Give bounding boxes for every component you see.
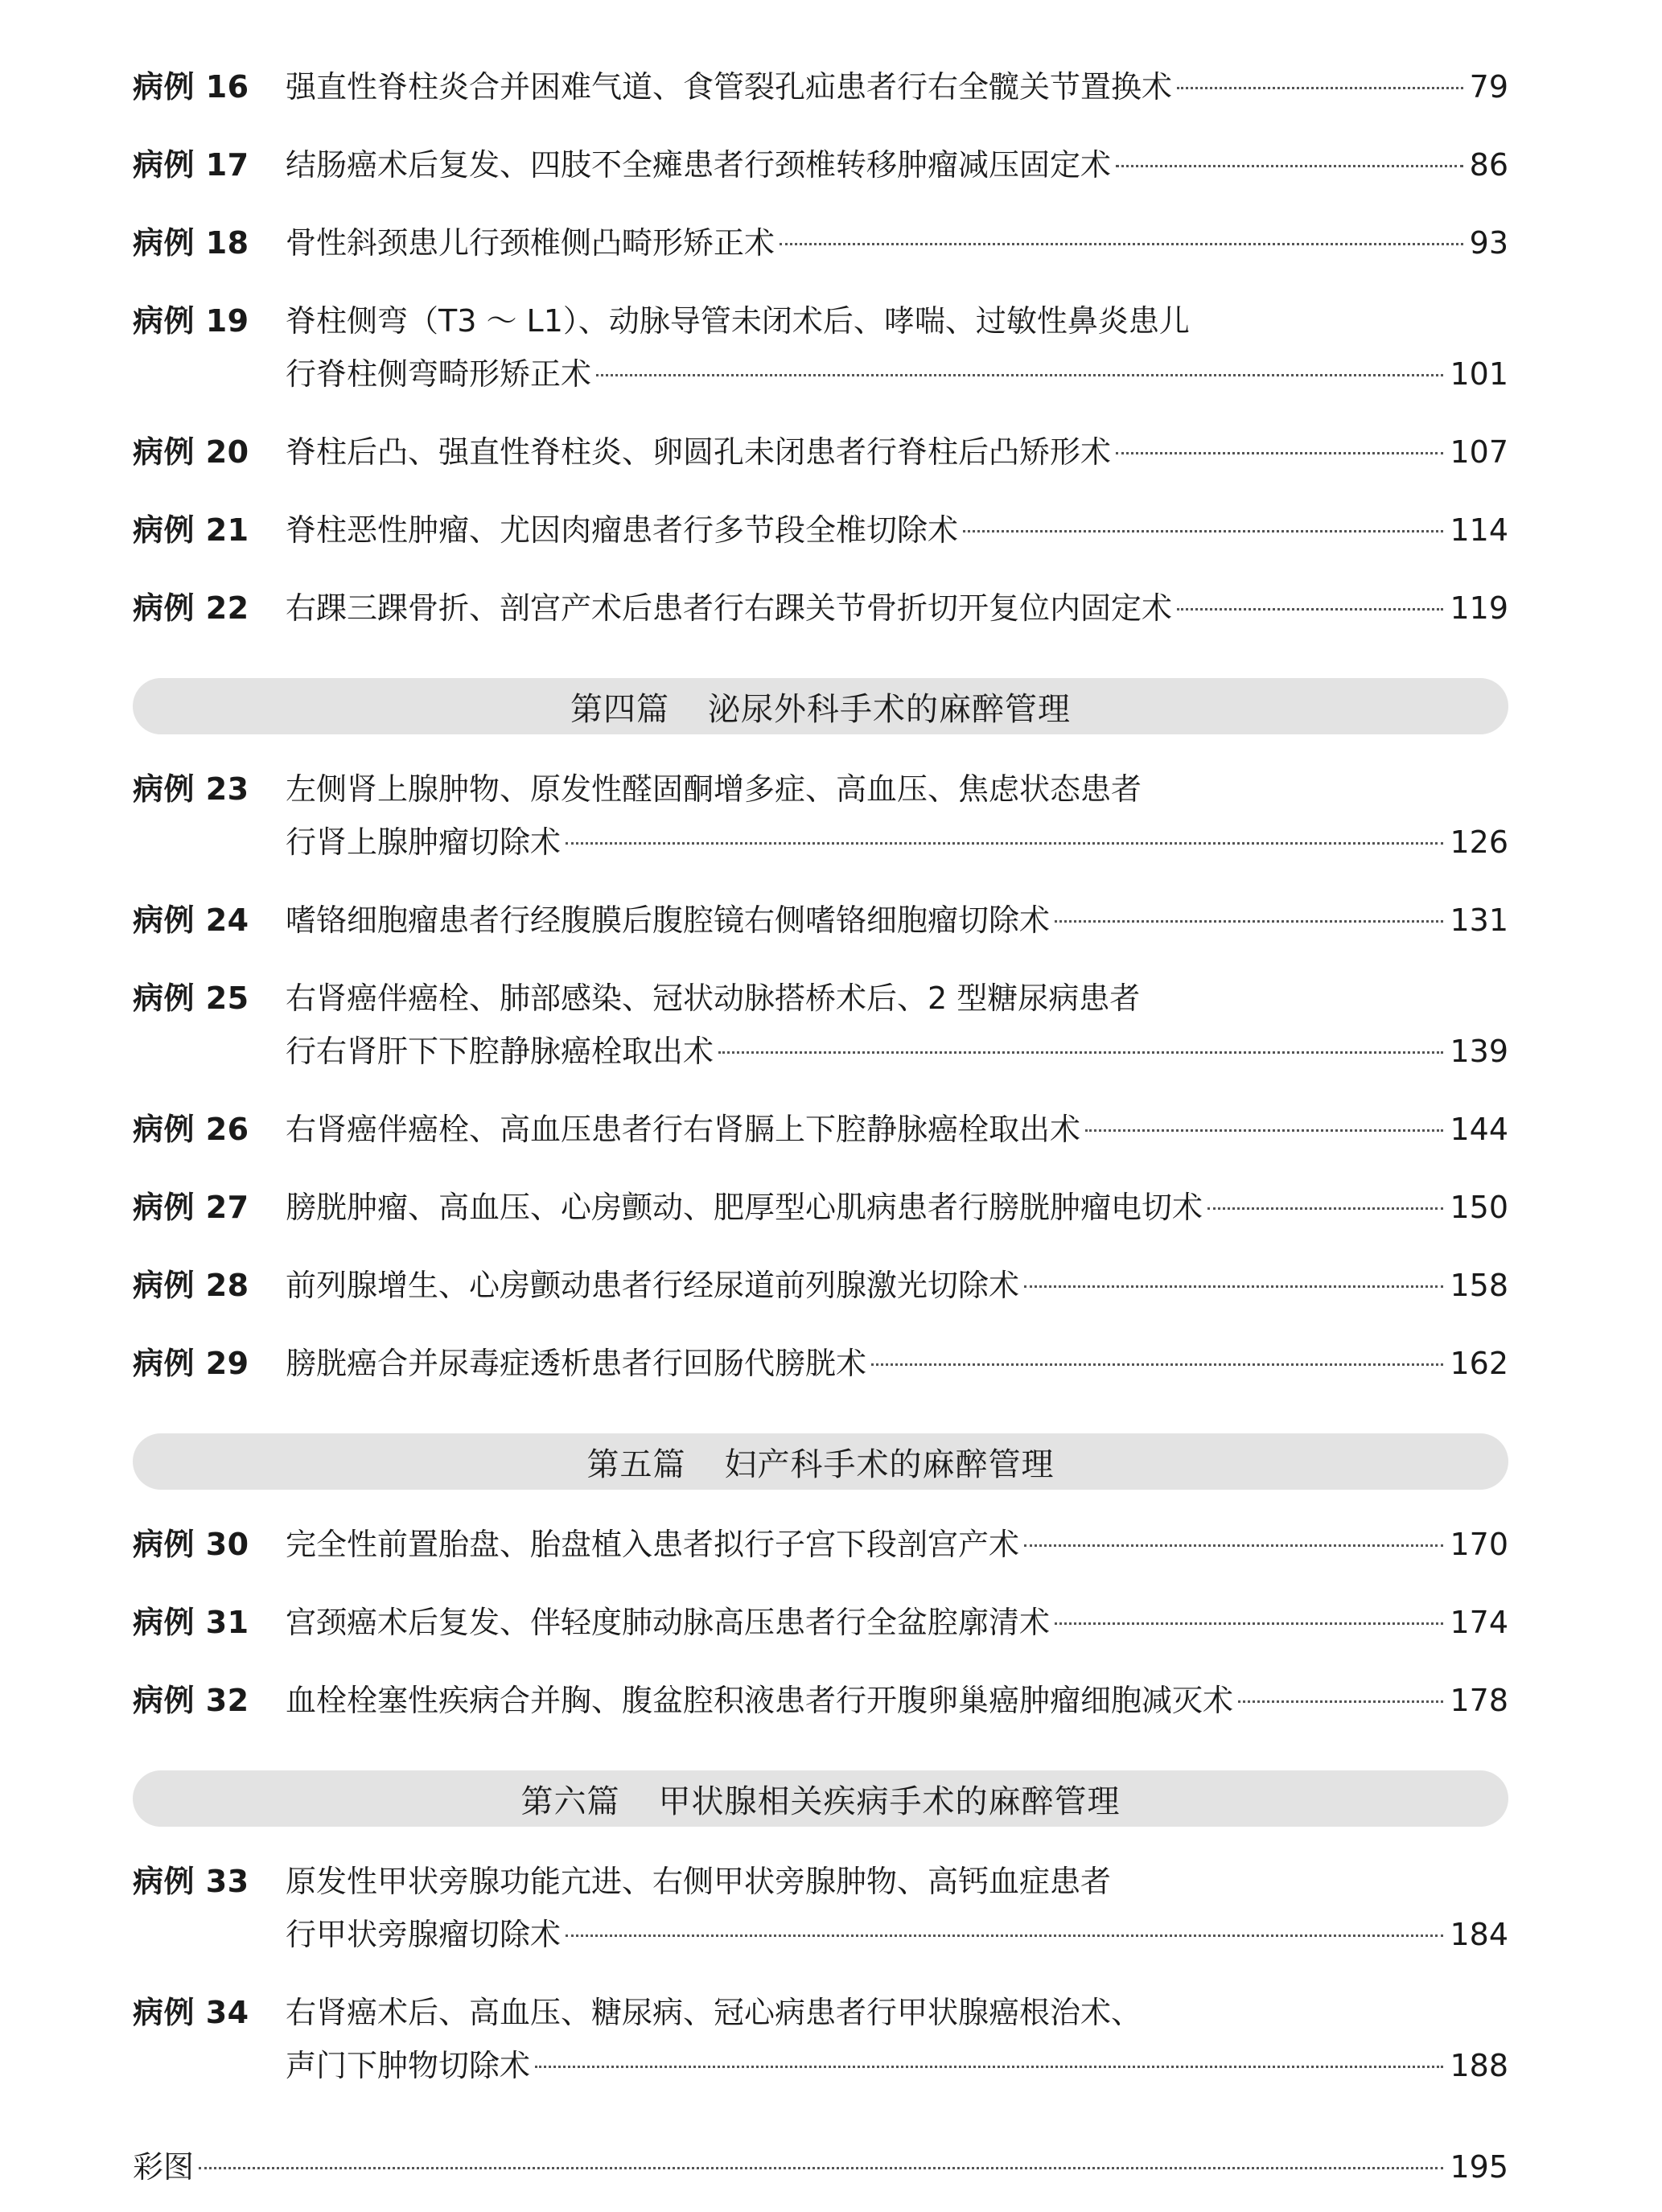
entry-title [286, 138, 1508, 191]
case-number: 病例 18 [133, 225, 249, 261]
case-number: 病例 24 [133, 902, 249, 938]
dot-leader [1116, 165, 1463, 167]
dot-leader [1024, 1544, 1443, 1547]
page-number: 188 [1450, 2048, 1508, 2083]
case-number: 病例 21 [133, 512, 249, 548]
entry-title-final-line [286, 426, 1508, 479]
entry-title-final-line [286, 504, 1508, 557]
page-number: 119 [1450, 590, 1508, 626]
entry-title-final-line [286, 894, 1508, 947]
case-number: 病例 34 [133, 1995, 249, 2030]
entry-title-line: 嗜铬细胞瘤患者行经腹膜后腹腔镜右侧嗜铬细胞瘤切除术 [286, 902, 1051, 938]
toc-entry[interactable] [133, 768, 1508, 869]
dot-leader [1238, 1700, 1443, 1703]
toc-entry[interactable] [133, 1601, 1508, 1649]
section-part-label: 第四篇 [570, 690, 669, 728]
case-number: 病例 22 [133, 590, 249, 626]
case-number: 病例 33 [133, 1864, 249, 1899]
entry-title [286, 763, 1508, 869]
case-number: 病例 29 [133, 1346, 249, 1381]
entry-title-final-line [286, 1025, 1508, 1078]
entry-title-line: 右肾癌术后、高血压、糖尿病、冠心病患者行甲状腺癌根治术、 [286, 1995, 1142, 2030]
dot-leader [1055, 1622, 1443, 1625]
page-number: 131 [1450, 902, 1508, 938]
dot-leader [718, 1051, 1443, 1054]
entry-title-line: 行脊柱侧弯畸形矫正术 [286, 356, 592, 392]
dot-leader [1024, 1285, 1443, 1288]
page-number: 150 [1450, 1190, 1508, 1225]
table-of-contents [133, 66, 1508, 2186]
entry-title-final-line [286, 1518, 1508, 1571]
page-number: 158 [1450, 1268, 1508, 1303]
entry-title [286, 972, 1508, 1078]
entry-title [286, 1855, 1508, 1961]
entry-title-final-line [286, 216, 1508, 269]
entry-title-line: 骨性斜颈患儿行颈椎侧凸畸形矫正术 [286, 225, 775, 261]
entry-title-final-line [286, 2039, 1508, 2092]
entry-title-line: 结肠癌术后复发、四肢不全瘫患者行颈椎转移肿瘤减压固定术 [286, 147, 1112, 183]
case-number: 病例 20 [133, 434, 249, 470]
entry-title-line: 脊柱后凸、强直性脊柱炎、卵圆孔未闭患者行脊柱后凸矫形术 [286, 434, 1112, 470]
case-number: 病例 19 [133, 303, 249, 339]
case-number: 病例 27 [133, 1190, 249, 1225]
entry-title [286, 426, 1508, 479]
entry-title [286, 1518, 1508, 1571]
entry-title [286, 1337, 1508, 1390]
entry-title [286, 1259, 1508, 1312]
appendix-entry[interactable] [133, 2142, 1508, 2186]
page-number: 144 [1450, 1112, 1508, 1147]
entry-title [286, 1674, 1508, 1727]
entry-title-line: 血栓栓塞性疾病合并胸、腹盆腔积液患者行开腹卵巢癌肿瘤细胞减灭术 [286, 1683, 1234, 1718]
toc-entry[interactable] [133, 1264, 1508, 1312]
entry-title [286, 504, 1508, 557]
entry-title-final-line [286, 582, 1508, 635]
section-header [133, 1770, 1508, 1827]
case-number: 病例 26 [133, 1112, 249, 1147]
entry-title-line: 声门下肿物切除术 [286, 2048, 531, 2083]
entry-title-line: 行肾上腺肿瘤切除术 [286, 824, 562, 860]
page-number: 101 [1450, 356, 1508, 392]
entry-title-line: 脊柱恶性肿瘤、尤因肉瘤患者行多节段全椎切除术 [286, 512, 959, 548]
toc-entry[interactable] [133, 1992, 1508, 2092]
dot-leader [1207, 1207, 1443, 1210]
entry-title-final-line [286, 347, 1508, 401]
entry-title [286, 294, 1508, 401]
page-number: 162 [1450, 1346, 1508, 1381]
toc-entry[interactable] [133, 509, 1508, 557]
entry-title [286, 1181, 1508, 1234]
toc-entry[interactable] [133, 977, 1508, 1078]
entry-title-final-line [286, 1596, 1508, 1649]
section-header [133, 678, 1508, 734]
entry-title-line: 膀胱癌合并尿毒症透析患者行回肠代膀胱术 [286, 1346, 867, 1381]
dot-leader [535, 2066, 1443, 2068]
page-number: 170 [1450, 1527, 1508, 1562]
dot-leader [780, 243, 1463, 245]
dot-leader [1177, 87, 1463, 89]
entry-title [286, 1986, 1508, 2092]
toc-entry[interactable] [133, 1186, 1508, 1234]
toc-entry[interactable] [133, 1860, 1508, 1961]
toc-entry[interactable] [133, 1342, 1508, 1390]
dot-leader [871, 1363, 1443, 1366]
entry-title-line: 膀胱肿瘤、高血压、心房颤动、肥厚型心肌病患者行膀胱肿瘤电切术 [286, 1190, 1203, 1225]
entry-title-line: 行右肾肝下下腔静脉癌栓取出术 [286, 1034, 714, 1069]
case-number: 病例 23 [133, 771, 249, 807]
entry-title [286, 894, 1508, 947]
page-number: 86 [1469, 147, 1508, 183]
entry-title-final-line [286, 138, 1508, 191]
entry-title-line: 右肾癌伴癌栓、高血压患者行右肾膈上下腔静脉癌栓取出术 [286, 1112, 1081, 1147]
case-number: 病例 28 [133, 1268, 249, 1303]
case-number: 病例 16 [133, 69, 249, 105]
section-title: 妇产科手术的麻醉管理 [724, 1445, 1055, 1483]
entry-title [286, 60, 1508, 113]
section-part-label: 第六篇 [520, 1782, 620, 1820]
case-number: 病例 31 [133, 1605, 249, 1640]
toc-entry[interactable] [133, 300, 1508, 401]
entry-title [286, 582, 1508, 635]
toc-entry[interactable] [133, 899, 1508, 947]
entry-title-line: 行甲状旁腺瘤切除术 [286, 1917, 562, 1952]
toc-entry[interactable] [133, 1523, 1508, 1571]
entry-title-final-line [286, 1103, 1508, 1156]
case-number: 病例 30 [133, 1527, 249, 1562]
entry-title-final-line [286, 1908, 1508, 1961]
appendix-label: 彩图 [133, 2149, 195, 2185]
toc-entry[interactable] [133, 587, 1508, 635]
entry-title-line: 前列腺增生、心房颤动患者行经尿道前列腺激光切除术 [286, 1268, 1020, 1303]
section-part-label: 第五篇 [586, 1445, 686, 1483]
toc-entry[interactable] [133, 1108, 1508, 1156]
toc-entry[interactable] [133, 222, 1508, 269]
entry-title-final-line [286, 60, 1508, 113]
page-number: 93 [1469, 225, 1508, 261]
page-number: 107 [1450, 434, 1508, 470]
entry-title-line: 脊柱侧弯（T3 ～ L1）、动脉导管未闭术后、哮喘、过敏性鼻炎患儿 [286, 303, 1190, 339]
entry-title-line: 原发性甲状旁腺功能亢进、右侧甲状旁腺肿物、高钙血症患者 [286, 1864, 1112, 1899]
dot-leader [963, 530, 1443, 532]
page-number: 184 [1450, 1917, 1508, 1952]
toc-entry[interactable] [133, 1680, 1508, 1727]
dot-leader [199, 2167, 1443, 2169]
entry-title [286, 216, 1508, 269]
entry-title-line: 宫颈癌术后复发、伴轻度肺动脉高压患者行全盆腔廓清术 [286, 1605, 1051, 1640]
dot-leader [566, 842, 1443, 845]
case-number: 病例 25 [133, 981, 249, 1016]
dot-leader [1177, 608, 1443, 611]
entry-title [286, 1596, 1508, 1649]
page-number: 174 [1450, 1605, 1508, 1640]
toc-entry[interactable] [133, 66, 1508, 113]
toc-entry[interactable] [133, 431, 1508, 479]
dot-leader [1085, 1129, 1443, 1132]
section-header [133, 1433, 1508, 1490]
entry-title-final-line [286, 1337, 1508, 1390]
dot-leader [596, 374, 1443, 376]
page-number: 195 [1450, 2149, 1508, 2185]
entry-title-line: 右踝三踝骨折、剖宫产术后患者行右踝关节骨折切开复位内固定术 [286, 590, 1173, 626]
entry-title-final-line [286, 1674, 1508, 1727]
entry-title-final-line [286, 816, 1508, 869]
page-number: 178 [1450, 1683, 1508, 1718]
page-number: 126 [1450, 824, 1508, 860]
entry-title-final-line [286, 1259, 1508, 1312]
page-number: 139 [1450, 1034, 1508, 1069]
page-number: 114 [1450, 512, 1508, 548]
toc-entry[interactable] [133, 144, 1508, 191]
dot-leader [1055, 920, 1443, 923]
entry-title-final-line [286, 1181, 1508, 1234]
entry-title-line: 左侧肾上腺肿物、原发性醛固酮增多症、高血压、焦虑状态患者 [286, 771, 1142, 807]
entry-title-line: 强直性脊柱炎合并困难气道、食管裂孔疝患者行右全髋关节置换术 [286, 69, 1173, 105]
section-title: 甲状腺相关疾病手术的麻醉管理 [658, 1782, 1121, 1820]
page-number: 79 [1469, 69, 1508, 105]
entry-title-line: 右肾癌伴癌栓、肺部感染、冠状动脉搭桥术后、2 型糖尿病患者 [286, 981, 1141, 1016]
entry-title [286, 1103, 1508, 1156]
dot-leader [566, 1934, 1443, 1937]
dot-leader [1116, 452, 1443, 454]
case-number: 病例 32 [133, 1683, 249, 1718]
entry-title-line: 完全性前置胎盘、胎盘植入患者拟行子宫下段剖宫产术 [286, 1527, 1020, 1562]
section-title: 泌尿外科手术的麻醉管理 [708, 690, 1071, 728]
case-number: 病例 17 [133, 147, 249, 183]
